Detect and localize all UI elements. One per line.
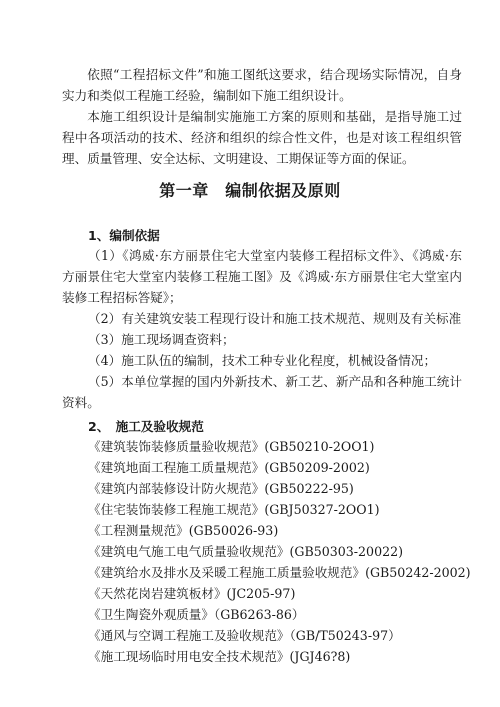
intro-paragraph-1: 依照“工程招标文件”和施工图纸这要求，结合现场实际情况，自身实力和类似工程施工经验，编制如下施工组织设计。 bbox=[62, 67, 462, 103]
standard-item: 《建筑内部装修设计防火规范》(GB50222-95) bbox=[88, 481, 354, 496]
intro-paragraph-2: 本施工组织设计是编制实施施工方案的原则和基础，是指导施工过程中各项活动的技术、经济和组织的综合性文件，也是对该工程组织管理、质量管理、安全达标、文明建设、工期保证等方面的保证。 bbox=[62, 109, 462, 166]
basis-item-2: （2）有关建筑安装工程现行设计和施工技术规范、规则及有关标准 bbox=[88, 311, 462, 326]
basis-item-4: （4）施工队伍的编制，技术工种专业化程度，机械设备情况； bbox=[88, 353, 437, 368]
standard-item: 《住宅装饰装修工程施工规范》(GBJ50327-2OO1) bbox=[88, 502, 380, 517]
standard-item: 《建筑地面工程施工质量规范》(GB50209-2002) bbox=[88, 460, 370, 475]
section-heading-basis: 1、编制依据 bbox=[88, 228, 160, 243]
standard-item: 《天然花岗岩建筑板材》(JC205-97) bbox=[88, 586, 296, 601]
basis-item-3: （3）施工现场调查资料； bbox=[88, 332, 235, 347]
standard-item: 《建筑电气施工电气质量验收规范》(GB50303-20022) bbox=[88, 544, 404, 559]
chapter-title: 第一章 编制依据及原则 bbox=[159, 181, 341, 200]
standard-item: 《施工现场临时用电安全技术规范》(JGJ46?8) bbox=[88, 649, 351, 664]
standard-item: 《建筑装饰装修质量验收规范》(GB50210-2OO1) bbox=[88, 439, 375, 454]
standard-item: 《通风与空调工程施工及验收规范》（GB/T50243-97） bbox=[88, 628, 401, 643]
basis-item-5: （5）本单位掌握的国内外新技术、新工艺、新产品和各种施工统计资料。 bbox=[62, 374, 462, 410]
standard-item: 《建筑给水及排水及采暖工程施工质量验收规范》(GB50242-2002) bbox=[88, 565, 471, 580]
standard-item: 《工程测量规范》(GB50026-93) bbox=[88, 523, 279, 538]
section-heading-specs: 2、 施工及验收规范 bbox=[88, 419, 204, 434]
basis-item-1: （1）《鸿威·东方丽景住宅大堂室内装修工程招标文件》、《鸿威·东方丽景住宅大堂室内装修工程施工图》及《鸿威·东方丽景住宅大堂室内装修工程招标答疑》； bbox=[62, 248, 462, 305]
standard-item: 《卫生陶瓷外观质量》（GB6263-86） bbox=[88, 607, 305, 622]
